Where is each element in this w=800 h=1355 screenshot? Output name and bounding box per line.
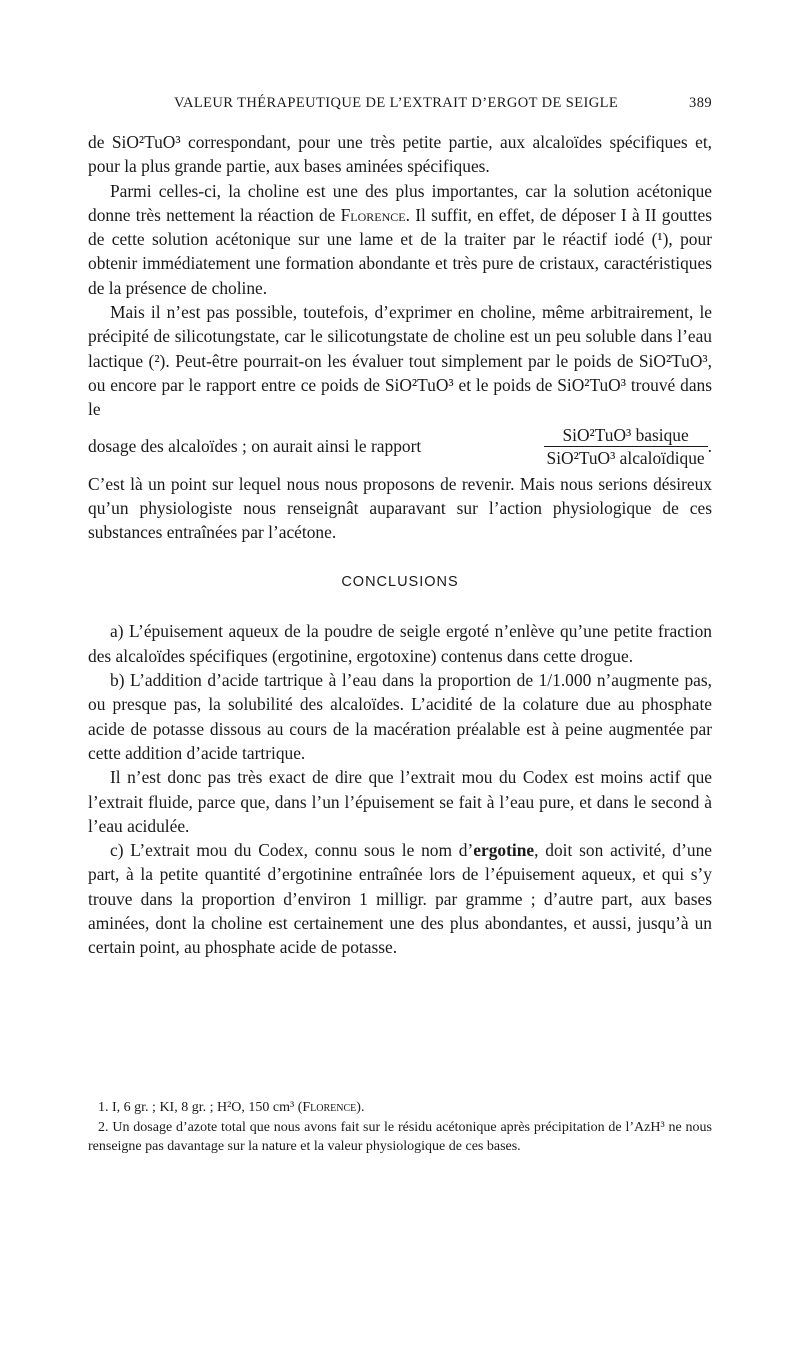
running-header [88,95,712,119]
conclusion-c-text-b: , doit son activité, d’une part, à la petite quantité d’ergotinine entraînée lors de l’épuisement aqueux, et qui s’y trouve dans la proportion d’environ 1 milligr. par gramme ; d’autre part, aux bases aminées, dont la choline est certainement une des plus abondantes, et aussi, jusqu’à un certain point, au phosphate acide de potasse. [88,840,712,958]
footnote-1 [88,1098,712,1118]
running-title: VALEUR THÉRAPEUTIQUE DE L’EXTRAIT D’ERGOT DE SEIGLE [174,95,619,111]
conclusion-c-text-a: c) L’extrait mou du Codex, connu sous le nom d’ [110,840,474,861]
paragraph-choline-text-a: Parmi celles-ci, la choline est une des plus importantes, car la solution acétonique donne très nettement la réaction de [88,180,712,225]
conclusion-a: a) L’épuisement aqueux de la poudre de seigle ergoté n’enlève qu’une petite fraction des alcaloïdes spécifiques (ergotinine, ergotoxine) contenus dans cette drogue. [88,621,712,666]
paragraph-continuation: de SiO²TuO³ correspondant, pour une très petite partie, aux alcaloïdes spécifiques et, pour la plus grande partie, aux bases aminées spécifiques. [88,132,712,177]
ratio-numerator: SiO²TuO³ basique [562,425,689,446]
paragraph-silicotungstate: Mais il n’est pas possible, toutefois, d’exprimer en choline, même arbitrairement, le précipité de silicotungstate, car le silicotungstate de choline est un peu soluble dans l’eau lactique (²). Peut-être pourrait-on les évaluer tout simplement par le poids de SiO²TuO³, ou encore par le rapport entre ce poids de SiO²TuO³ et le poids de SiO²TuO³ trouvé dans le [88,302,712,420]
footnote-1-author: Florence [302,1100,357,1115]
paragraph-choline-text-b: . Il suffit, en effet, de déposer I à II gouttes de cette solution acétonique sur une lame et de la traiter par le réactif iodé (¹), pour obtenir immédiatement une formation abondante et très pure de cristaux, caractéristiques de la présence de choline. [88,204,712,298]
footnotes [88,1098,712,1157]
footnote-2: 2. Un dosage d’azote total que nous avons fait sur le résidu acétonique après précipitation de l’AzH³ ne nous renseigne pas davantage sur la nature et la valeur physiologique de ces bases. [88,1119,712,1155]
conclusion-b: b) L’addition d’acide tartrique à l’eau dans la proportion de 1/1.000 n’augmente pas, ou presque pas, la solubilité des alcaloïdes. L’acidité de la colature due au phosphate acide de potasse dissous au cours de la macération préalable est à peine augmentée par cette addition d’acide tartrique. [88,670,712,763]
footnote-1-text-a: 1. I, 6 gr. ; KI, 8 gr. ; H²O, 150 cm³ ( [98,1100,303,1115]
author-florence: Florence [340,204,406,225]
conclusion-b-followup: Il n’est donc pas très exact de dire que l’extrait mou du Codex est moins actif que l’extrait fluide, parce que, dans l’un l’épuisement se fait à l’eau pure, et dans le second à l’eau acidulée. [88,767,712,836]
footnote-1-text-b: ). [356,1100,365,1115]
ratio-lead-text: dosage des alcaloïdes ; on aurait ainsi le rapport [88,436,422,457]
paragraph-choline [88,179,712,300]
page-number: 389 [689,95,712,111]
paragraph-physiologist: C’est là un point sur lequel nous nous proposons de revenir. Mais nous serions désireux qu’un physiologiste nous renseignât auparavant sur l’action physiologique de ces substances entraînées par l’acétone. [88,473,712,543]
section-heading-conclusions: CONCLUSIONS [341,574,459,591]
conclusion-c [88,838,712,959]
term-ergotine: ergotine [473,840,535,861]
main-text [88,130,712,960]
ratio-period: . [707,436,712,457]
ratio-denominator: SiO²TuO³ alcaloïdique [544,446,708,469]
ratio-fraction [544,424,708,469]
ratio-line [88,422,712,472]
